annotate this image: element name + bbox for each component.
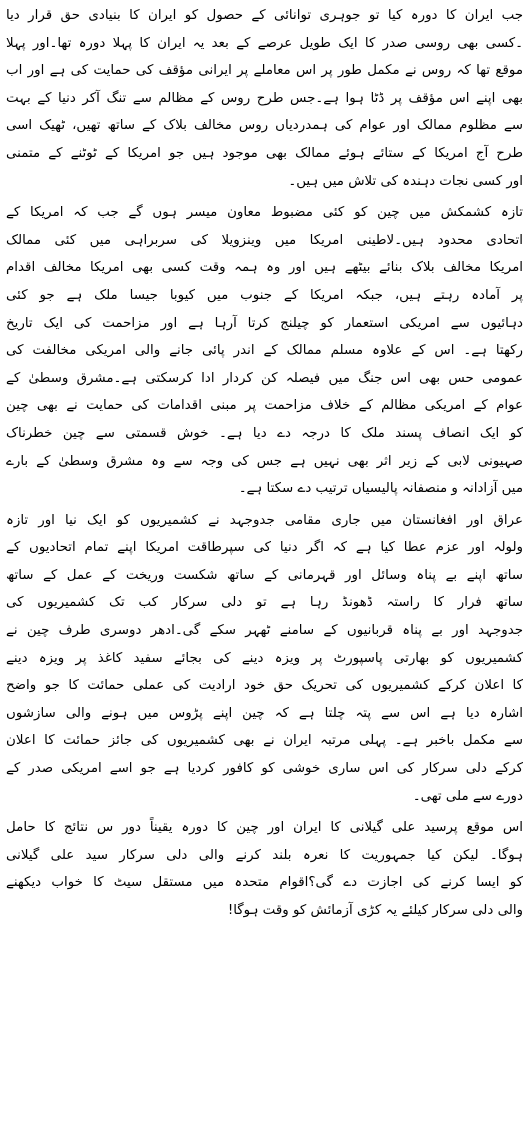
text-line: ولولہ اور عزم عطا کیا ہے کہ اگر دنیا کی سپرطاقت امریکا اپنے تمام اتحادیوں کے xyxy=(6,540,523,556)
text-line: اتحادی محدود ہیں۔لاطینی امریکا میں وینزویلا کی سربراہی میں کئی ممالک xyxy=(6,232,523,248)
text-line: ۔کسی بھی روسی صدر کا ایک طویل عرصے کے بعد یہ ایران کا پہلا دورہ تھا۔اور پہلا xyxy=(6,35,523,51)
text-line: طرح آج امریکا کے ستائے ہوئے ممالک بھی موجود ہیں جو امریکا کے ٹوٹنے کے متمنی xyxy=(6,145,523,161)
text-line: موقع تھا کہ روس نے مکمل طور پر اس معاملے پر ایرانی مؤقف کی حمایت کی ہے اور اب xyxy=(6,63,523,79)
text-line: میں آزادانہ و منصفانہ پالیسیاں ترتیب دے سکتا ہے۔ xyxy=(238,481,523,497)
text-line: صہیونی لابی کے زیر اثر بھی نہیں ہے جس کی وجہ سے وہ مشرق وسطیٰ کے بارے xyxy=(6,453,523,469)
text-line: والی دلی سرکار کیلئے یہ کڑی آزمائش کو وقت ہوگا! xyxy=(227,903,523,918)
text-line: رکھتا ہے۔ اس کے علاوہ مسلم ممالک کے اندر پائی جانے والی امریکی مخالفت کی xyxy=(6,343,523,359)
text-line: جب ایران کا دورہ کیا تو جوہری توانائی کے حصول کو ایران کا بنیادی حق قرار دیا xyxy=(6,8,523,23)
text-line: کو ایک انصاف پسند ملک کا درجہ دے دیا ہے۔ خوش قسمتی سے چین خطرناک xyxy=(6,425,523,441)
paragraph-2 xyxy=(6,199,523,503)
text-line: عوام کے امریکی مظالم کے خلاف مزاحمت پر مبنی اقدامات کی حمایت نے بھی چین xyxy=(6,398,523,414)
text-line: دہائیوں سے امریکی استعمار کو چیلنج کرتا آرہا ہے اور مزاحمت کی ایک تاریخ xyxy=(6,315,523,331)
text-line: اور کسی نجات دہندہ کی تلاش میں ہیں۔ xyxy=(288,173,523,189)
text-line: ہوگا۔ لیکن کیا جمہوریت کا نعرہ بلند کرنے والی دلی سرکار سید علی گیلانی xyxy=(6,847,523,863)
text-line: سے مکمل باخبر ہے۔ پہلی مرتبہ ایران نے بھی کشمیریوں کی جائز حمائت کا اعلان xyxy=(6,733,523,749)
text-line: پر آمادہ رہتے ہیں، جبکہ امریکا کے جنوب میں کیوبا جیسا ملک ہے جو کئی xyxy=(6,287,523,303)
text-line: امریکا مخالف بلاک بنائے بیٹھے ہیں اور وہ ہمہ وقت کسی بھی امریکا مخالف اقدام xyxy=(6,260,523,276)
text-line: عمومی حس بھی اس جنگ میں فیصلہ کن کردار ادا کرسکتی ہے۔مشرق وسطیٰ کے xyxy=(6,370,523,386)
text-line: ساتھ اپنے بے پناہ وسائل اور قہرمانی کے ساتھ شکست وریخت کے عمل کے ساتھ xyxy=(6,567,523,583)
paragraph-3 xyxy=(6,507,523,811)
text-line: عراق اور افغانستان میں جاری مقامی جدوجہد نے کشمیریوں کو ایک نیا اور تازہ xyxy=(6,512,523,528)
text-line: کا اعلان کرکے کشمیریوں کی تحریک حق خود ارادیت کی عملی حمائت کا جو واضح xyxy=(6,678,523,694)
text-line: سے مظلوم ممالک اور عوام کی ہمدردیاں روس مخالف بلاک کے ساتھ تھیں، ٹھیک اسی xyxy=(6,118,523,134)
paragraph-4 xyxy=(6,814,523,924)
text-line: کو ایسا کرنے کی اجازت دے گی؟اقوام متحدہ میں مستقل سیٹ کا خواب دیکھنے xyxy=(6,875,523,891)
text-line: ساتھ فرار کا راستہ ڈھونڈ رہا ہے تو دلی سرکار کب تک کشمیریوں کی xyxy=(6,595,523,611)
text-line: کشمیریوں کو بھارتی پاسپورٹ پر ویزہ دینے کی بجائے سفید کاغذ پر ویزہ دینے xyxy=(6,650,523,666)
paragraph-1 xyxy=(6,2,523,195)
text-line: دورے سے ملی تھی۔ xyxy=(412,788,523,804)
text-line: تازہ کشمکش میں چین کو کئی مضبوط معاون میسر ہوں گے جب کہ امریکا کے xyxy=(6,205,523,221)
text-line: اشارہ دیا ہے اس سے پتہ چلتا ہے کہ چین اپنے پڑوس میں ہونے والی سازشوں xyxy=(6,705,523,721)
text-line: کرکے دلی سرکار کی اس ساری خوشی کو کافور کردیا ہے جو اسے امریکی صدر کے xyxy=(6,761,523,777)
text-line: اس موقع پرسید علی گیلانی کا ایران اور چین کا دورہ یقیناً دور س نتائج کا حامل xyxy=(6,820,523,836)
text-line: بھی اپنے اس مؤقف پر ڈٹا ہوا ہے۔جس طرح روس کے مظالم سے تنگ آکر دنیا کے بہت xyxy=(6,90,523,106)
text-line: جدوجہد اور بے پناہ قربانیوں کے سامنے ٹھہر سکے گی۔ادھر دوسری طرف چین نے xyxy=(6,623,523,639)
